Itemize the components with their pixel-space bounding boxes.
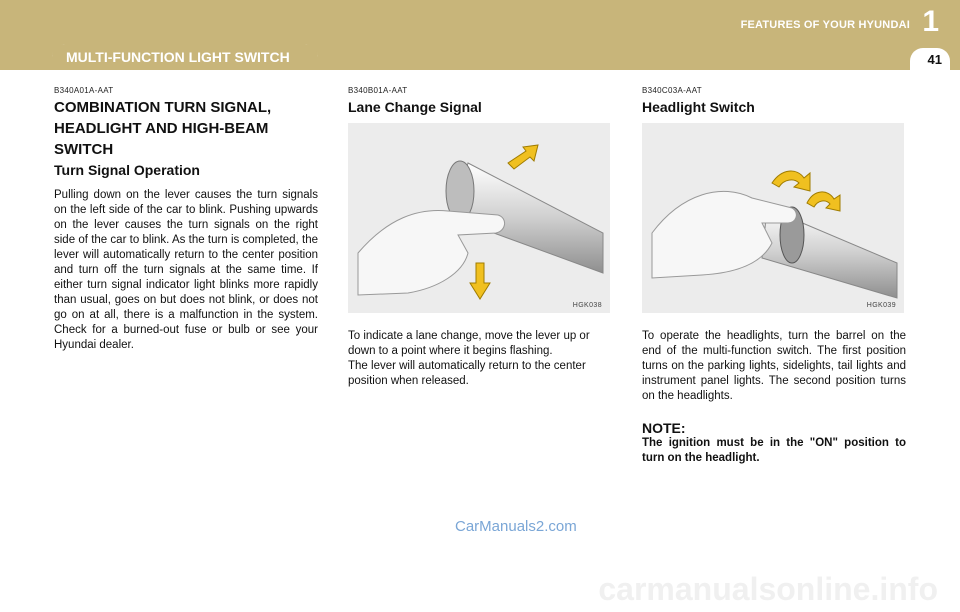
subheading: Lane Change Signal [348, 99, 482, 115]
barrel-illustration [642, 123, 904, 313]
footer-watermark-text: carmanualsonline.info [598, 571, 938, 607]
chapter-number: 1 [922, 5, 939, 38]
page-number: 41 [927, 52, 942, 67]
note-body: The ignition must be in the "ON" position to turn on the headlight. [642, 437, 906, 464]
footer-watermark [0, 572, 960, 612]
section-code: B340A01A-AAT [54, 86, 114, 95]
section-code: B340B01A-AAT [348, 86, 408, 95]
chapter-label: FEATURES OF YOUR HYUNDAI [740, 19, 910, 31]
note-title: NOTE: [642, 420, 686, 436]
section-code: B340C03A-AAT [642, 86, 702, 95]
main-heading-line: SWITCH [54, 141, 114, 158]
column-lane-change [348, 86, 612, 389]
subheading: Headlight Switch [642, 99, 755, 115]
barrel-hand-icon [642, 123, 904, 313]
body-text: To indicate a lane change, move the lever up or down to a point where it begins flashing. [348, 330, 590, 357]
body-text: To operate the headlights, turn the barrel on the end of the multi-function switch. The first position turns on the parking lights, sidelights, tail lights and instrument panel lights. The second position turns on the headlights. [642, 330, 906, 402]
body-text: Pulling down on the lever causes the turn signals on the left side of the car to blink. Pushing upwards on the lever causes the turn signals on the right side of the car to blink. As the turn is completed, the lever will automatically return to the center position and turn off the turn signals at the same time. If either turn signal indicator light blinks more rapidly than usual, goes on but does not blink, or does not go on at all, there is a malfunction in the system. Check for a burned-out fuse or bulb or see your Hyundai dealer. [54, 189, 318, 351]
main-heading-line: HEADLIGHT AND HIGH-BEAM [54, 120, 269, 137]
column-turn-signal [54, 86, 318, 353]
lever-illustration [348, 123, 610, 313]
main-heading-line: COMBINATION TURN SIGNAL, [54, 99, 272, 116]
image-code: HGK038 [572, 302, 602, 309]
section-title: MULTI-FUNCTION LIGHT SWITCH [66, 49, 290, 65]
subheading: Turn Signal Operation [54, 162, 200, 178]
column-headlight [642, 86, 906, 466]
image-code: HGK039 [866, 302, 896, 309]
watermark-link[interactable]: CarManuals2.com [455, 518, 577, 535]
lever-hand-icon [348, 123, 610, 313]
body-text: The lever will automatically return to the center position when released. [348, 360, 586, 387]
